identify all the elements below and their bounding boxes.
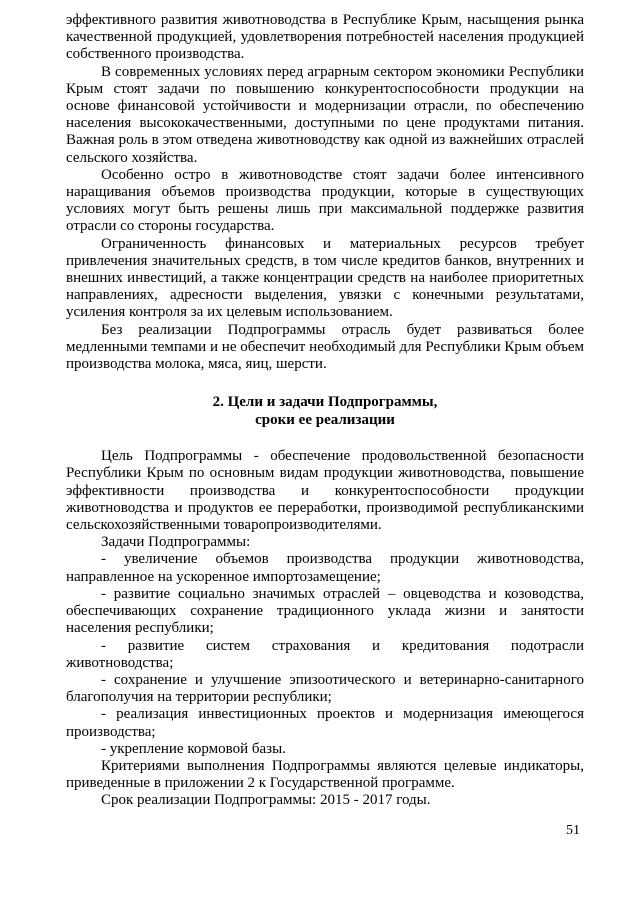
task-item: - реализация инвестиционных проектов и модернизация имеющегося производства; [66, 706, 584, 740]
section-heading-line: 2. Цели и задачи Подпрограммы, [212, 394, 438, 411]
paragraph: эффективного развития животноводства в Республике Крым, насыщения рынка качественной продукцией, удовлетворения потребностей населения продукцией собственного производства. [66, 12, 584, 63]
page-number: 51 [566, 823, 580, 838]
task-item: - увеличение объемов производства продукции животноводства, направленное на ускоренное импортозамещение; [66, 551, 584, 585]
task-item: - развитие социально значимых отраслей – овцеводства и козоводства, обеспечивающих сохранение традиционного уклада жизни и занятости населения республики; [66, 585, 584, 637]
section-heading-line: сроки ее реализации [255, 411, 395, 428]
term-paragraph: Срок реализации Подпрограммы: 2015 - 2017 годы. [101, 792, 431, 809]
section-heading [66, 394, 584, 429]
paragraph: Без реализации Подпрограммы отрасль будет развиваться более медленными темпами и не обеспечит необходимый для Республики Крым объем производства молока, мяса, яиц, шерсти. [66, 321, 584, 373]
tasks-title: Задачи Подпрограммы: [101, 534, 251, 551]
document-body [66, 12, 584, 810]
paragraph: Особенно остро в животноводстве стоят задачи более интенсивного наращивания объемов производства продукции, которые в существующих условиях могут быть решены лишь при максимальной поддержке развития отрасли со стороны государства. [66, 166, 584, 235]
goal-paragraph: Цель Подпрограммы - обеспечение продовольственной безопасности Республики Крым по основным видам продукции животноводства, повышение эффективности производства и конкурентоспособности продукции животноводства и продуктов ее переработки, производимой республиканскими сельскохозяйственными товаропроизводителями. [66, 448, 584, 534]
task-item: - развитие систем страхования и кредитования подотрасли животноводства; [66, 637, 584, 671]
criteria-paragraph: Критериями выполнения Подпрограммы являются целевые индикаторы, приведенные в приложении 2 к Государственной программе. [66, 757, 584, 792]
task-item: - укрепление кормовой базы. [101, 740, 286, 757]
paragraph: Ограниченность финансовых и материальных ресурсов требует привлечения значительных средств, в том числе кредитов банков, внутренних и внешних инвестиций, а также концентрации средств на наиболее приоритетных направлениях, адресности выделения, увязки с конечными результатами, усиления контроля за их целевым использованием. [66, 235, 584, 321]
task-item: - сохранение и улучшение эпизоотического и ветеринарно-санитарного благополучия на территории республики; [66, 671, 584, 706]
paragraph: В современных условиях перед аграрным сектором экономики Республики Крым стоят задачи по повышению конкурентоспособности продукции на основе финансовой устойчивости и модернизации отрасли, по обеспечению населения высококачественными, доступными по цене продуктами питания. Важная роль в этом отведена животноводству как одной из важнейших отраслей сельского хозяйства. [66, 63, 584, 166]
